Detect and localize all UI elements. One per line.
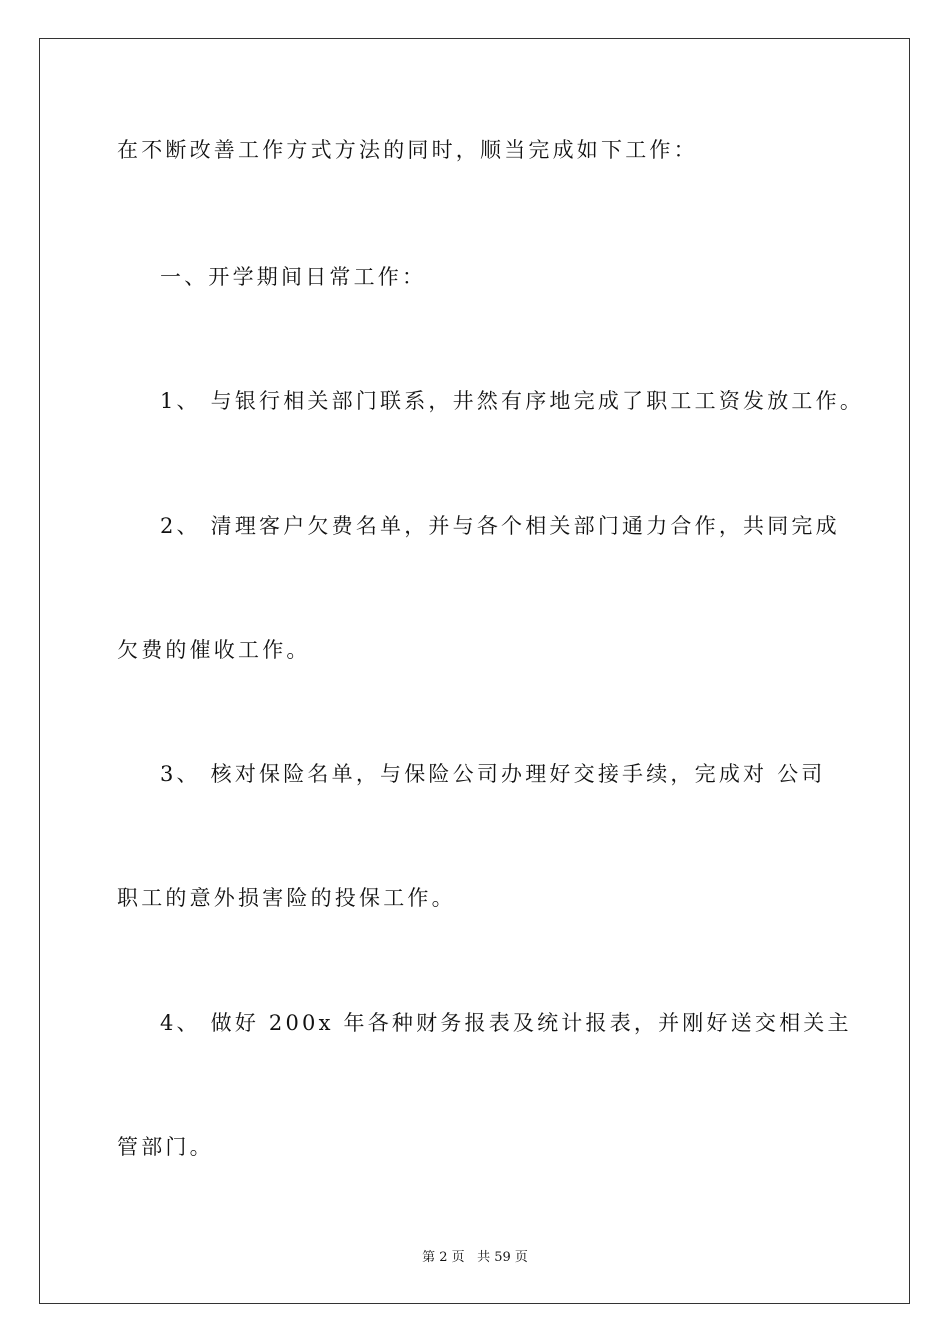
page-footer bbox=[0, 1246, 950, 1265]
list-item-3: 3、 核对保险名单，与保险公司办理好交接手续，完成对 公司 bbox=[160, 762, 826, 786]
list-item-3-continuation: 职工的意外损害险的投保工作。 bbox=[117, 886, 456, 910]
list-item-2-continuation: 欠费的催收工作。 bbox=[117, 638, 311, 662]
section-heading: 一、开学期间日常工作： bbox=[160, 265, 427, 289]
list-item-2: 2、 清理客户欠费名单，并与各个相关部门通力合作，共同完成 bbox=[160, 514, 840, 538]
page-border bbox=[39, 38, 910, 1304]
list-item-1: 1、 与银行相关部门联系，井然有序地完成了职工工资发放工作。 bbox=[160, 389, 865, 413]
list-item-4: 4、 做好 200x 年各种财务报表及统计报表，并刚好送交相关主 bbox=[160, 1011, 852, 1035]
text-line-intro: 在不断改善工作方式方法的同时，顺当完成如下工作： bbox=[117, 138, 698, 162]
page-number: 第 2 页 bbox=[422, 1250, 465, 1265]
page-total: 共 59 页 bbox=[477, 1250, 528, 1265]
list-item-4-continuation: 管部门。 bbox=[117, 1135, 214, 1159]
